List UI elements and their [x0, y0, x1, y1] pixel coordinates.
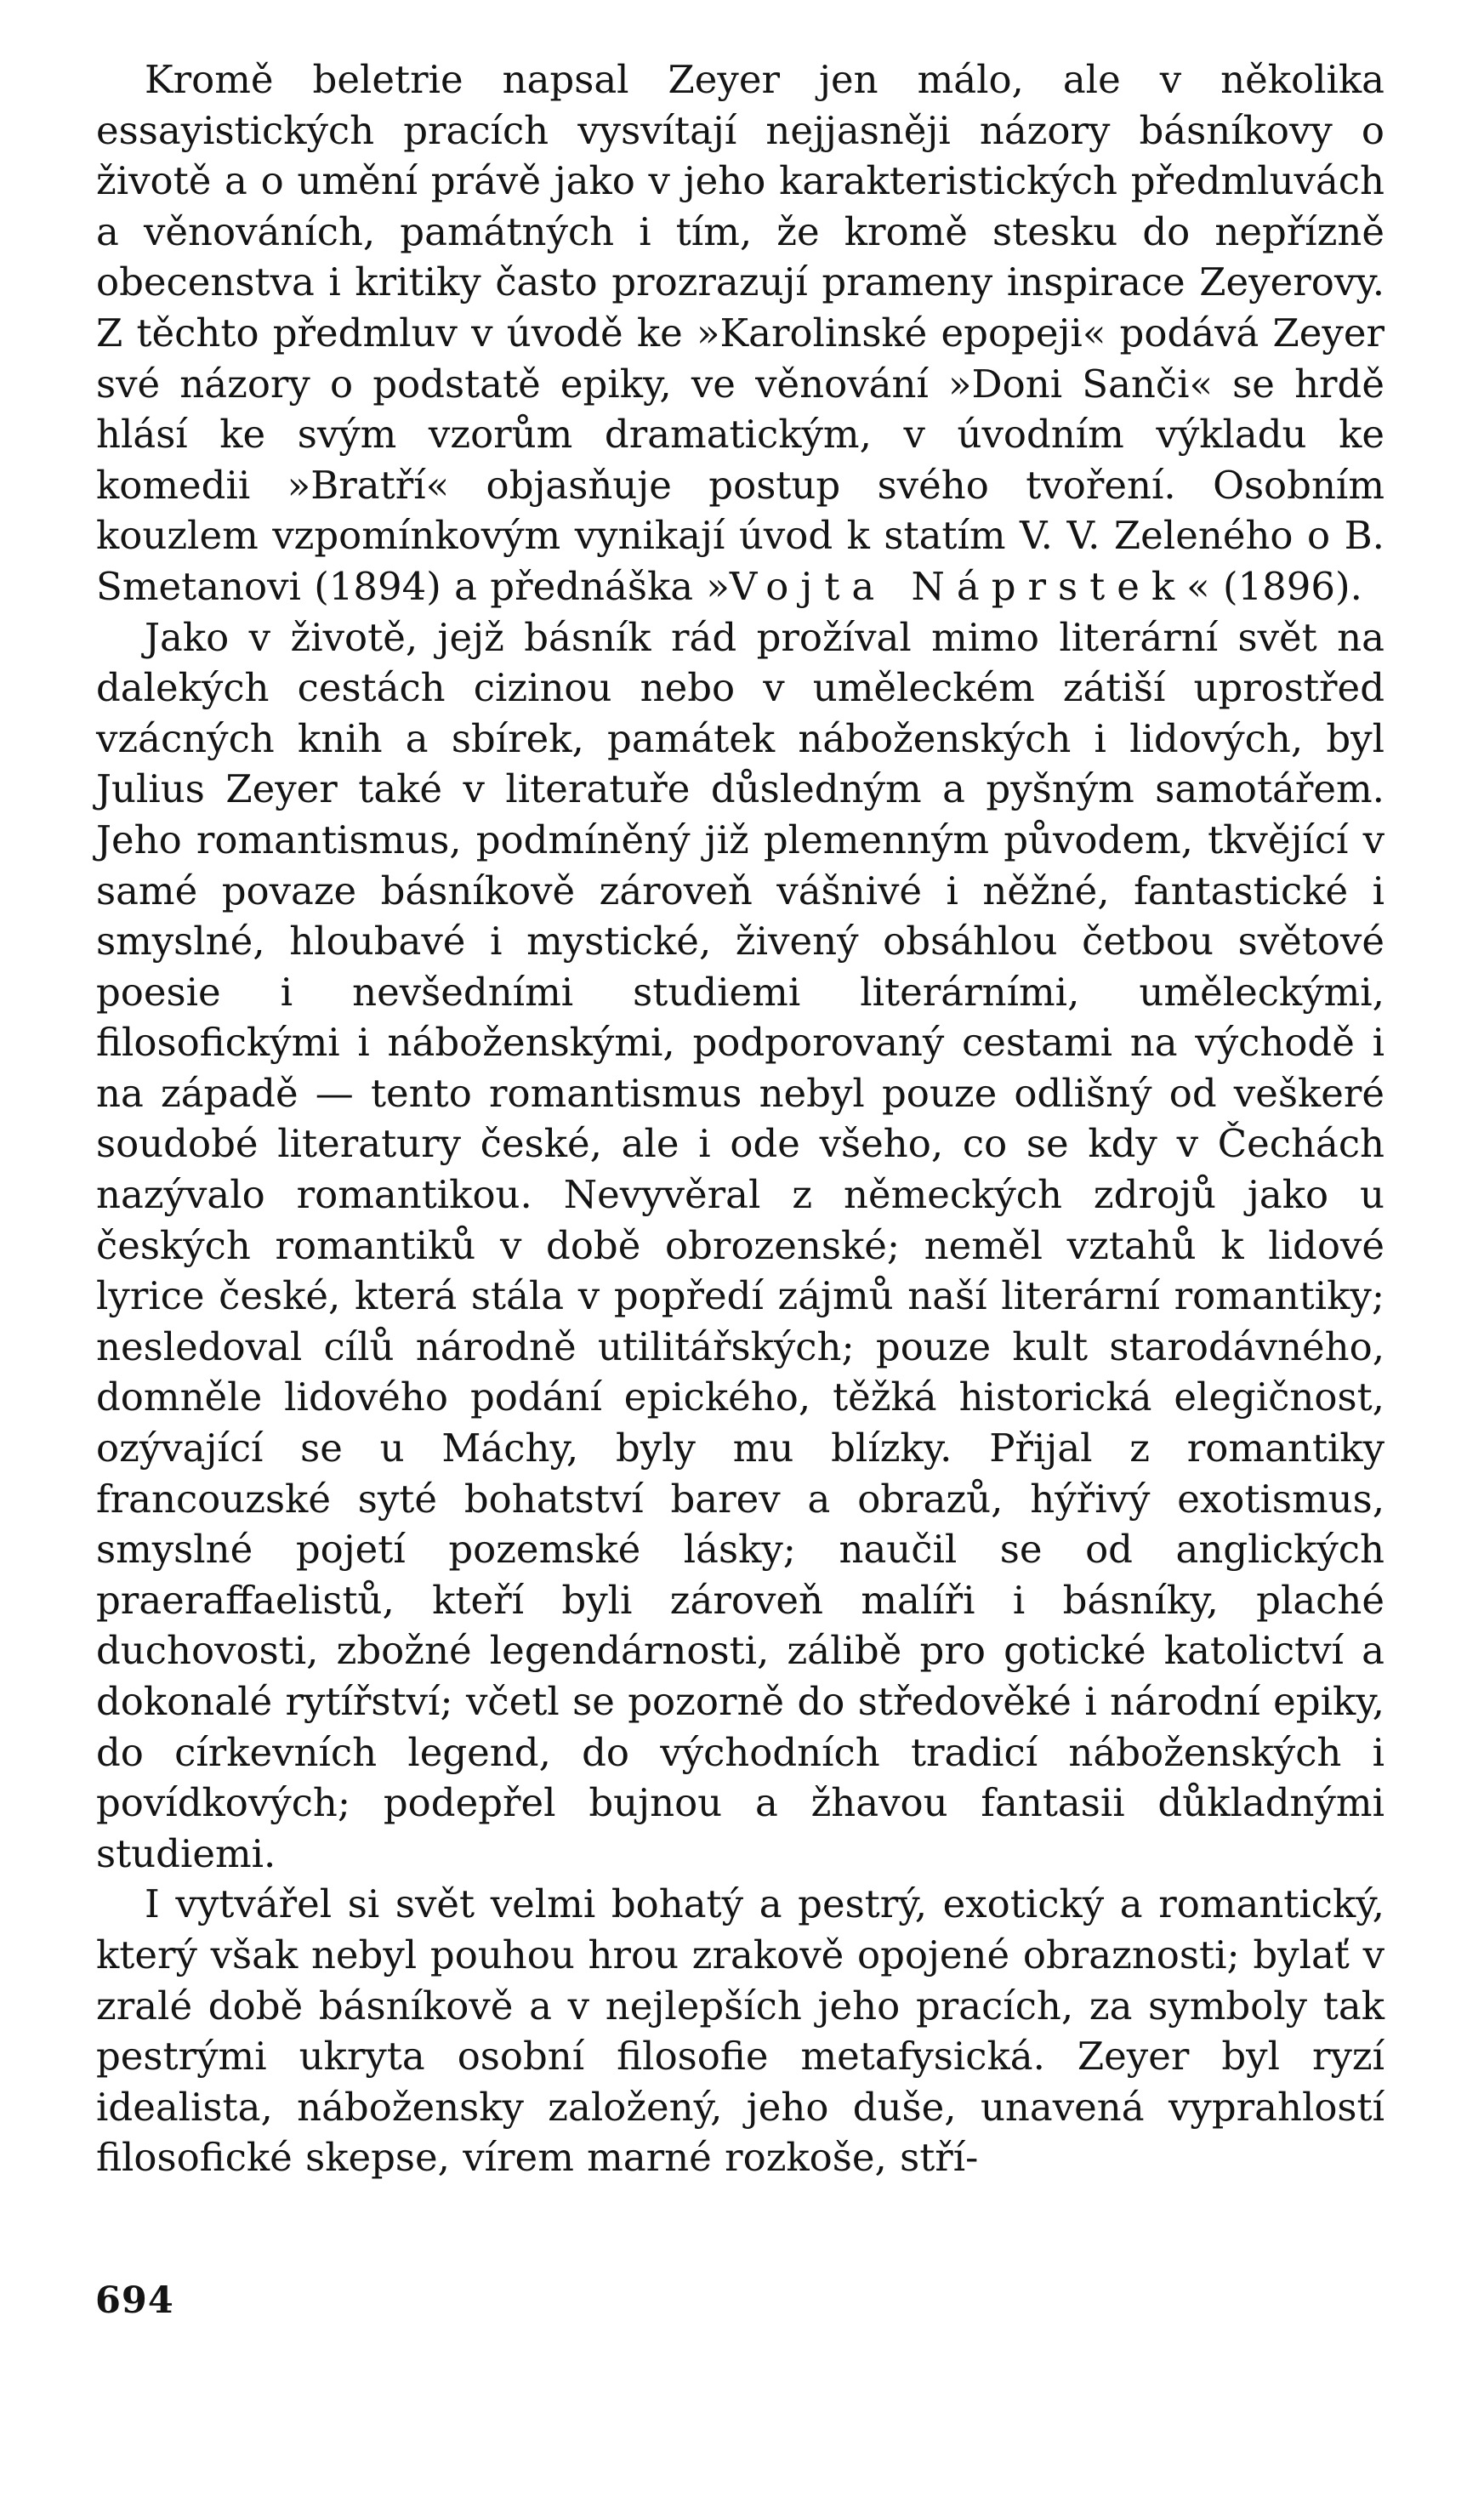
paragraph-1-ending: « (1896). — [1186, 563, 1362, 609]
page-number: 694 — [95, 2279, 174, 2322]
paragraph-3: I vytvářel si svět velmi bohatý a pestrý, exotický a romantický, který však nebyl pouhou hrou zrakově opojené obraznosti; bylať v zralé době básníkově a v nejlepších jeho pracích, za symboly tak pestrými ukryta osobní filosofie metafysická. Zeyer byl ryzí idealista, nábožensky založený, jeho duše, unavená vyprahlostí filosofické skepse, vírem marné rozkoše, stří- — [96, 1881, 1384, 2181]
paragraph-1-text: Kromě beletrie napsal Zeyer jen málo, ale v několika essayistických pracích vysvítají nejjasněji názory básníkovy o životě a o umění právě jako v jeho karakteristických předmluvách a věnováních, památných i tím, že kromě stesku do nepřízně obecenstva i kritiky často prozrazují prameny inspirace Zeyerovy. Z těchto předmluv v úvodě ke »Karolinské epopeji« podává Zeyer své názory o podstatě epiky, ve věnování »Doni Sanči« se hrdě hlásí ke svým vzorům dramatickým, v úvodním výkladu ke komedii »Bratří« objasňuje postup svého tvoření. Osobním kouzlem vzpomínkovým vynikají úvod k statím V. V. Zeleného o B. Smetanovi (1894) a přednáška » — [96, 57, 1384, 609]
spaced-title-vojta-naprstek: Vojta Náprstek — [729, 563, 1187, 609]
paragraph-2: Jako v životě, jejž básník rád prožíval mimo literární svět na dalekých cestách cizinou nebo v uměleckém zátiší uprostřed vzácných knih a sbírek, památek náboženských i lidových, byl Julius Zeyer také v literatuře důsledným a pyšným samotářem. Jeho romantismus, podmíněný již plemenným původem, tkvějící v samé povaze básníkově zároveň vášnivé i něžné, fantastické i smyslné, hloubavé i mystické, živený obsáhlou četbou světové poesie i nevšedními studiemi literárními, uměleckými, filosofickými i náboženskými, podporovaný cestami na východě i na západě — tento romantismus nebyl pouze odlišný od veškeré soudobé literatury české, ale i ode všeho, co se kdy v Čechách nazývalo romantikou. Nevyvěral z německých zdrojů jako u českých romantiků v době obrozenské; neměl vztahů k lidové lyrice české, která stála v popředí zájmů naší literární romantiky; nesledoval cílů národně utilitářských; pouze kult starodávného, domněle lidového podání epického, těžká historická elegičnost, ozývající se u Máchy, byly mu blízky. Přijal z romantiky francouzské syté bohatství barev a obrazů, hýřivý exotismus, smyslné pojetí pozemské lásky; naučil se od anglických praeraffaelistů, kteří byli zároveň malíři i básníky, plaché duchovosti, zbožné legendárnosti, zálibě pro gotické katolictví a dokonalé rytířství; včetl se pozorně do středověké i národní epiky, do církevních legend, do východních tradicí náboženských i povídkových; podepřel bujnou a žhavou fantasii důkladnými studiemi. — [96, 614, 1384, 1876]
body-text — [96, 54, 1384, 2183]
paragraph-1 — [96, 54, 1384, 612]
